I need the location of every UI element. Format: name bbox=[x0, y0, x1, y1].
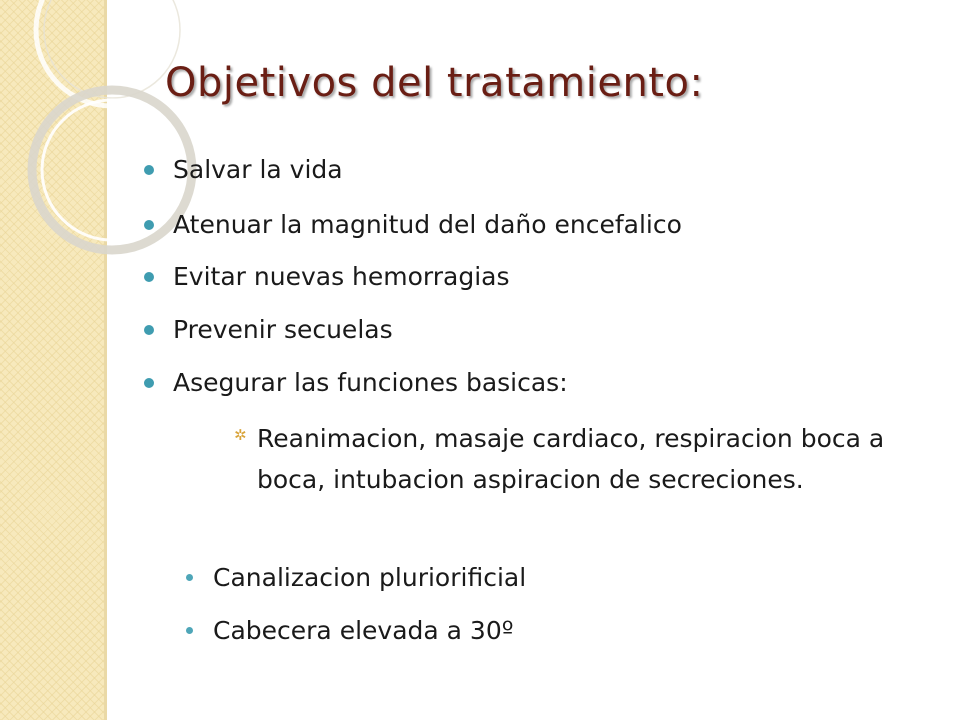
bullet-item: Cabecera elevada a 30º bbox=[213, 616, 514, 645]
bullet-item: Asegurar las funciones basicas: bbox=[173, 368, 568, 397]
bullet-item: Evitar nuevas hemorragias bbox=[173, 262, 510, 291]
bullet-marker-icon bbox=[144, 325, 154, 335]
star-burst-icon: ✲ bbox=[234, 426, 247, 444]
bullet-item: Canalizacion pluriorificial bbox=[213, 563, 527, 592]
slide-title: Objetivos del tratamiento: bbox=[165, 60, 704, 106]
bullet-item: Atenuar la magnitud del daño encefalico bbox=[173, 210, 682, 239]
bullet-marker-icon bbox=[186, 627, 193, 634]
bullet-marker-icon bbox=[144, 220, 154, 230]
bullet-marker-icon bbox=[144, 272, 154, 282]
bullet-marker-icon bbox=[144, 165, 154, 175]
bullet-marker-icon bbox=[186, 574, 193, 581]
bullet-item: Prevenir secuelas bbox=[173, 315, 393, 344]
bullet-item: Salvar la vida bbox=[173, 155, 343, 184]
sub-bullet-item: Reanimacion, masaje cardiaco, respiracion boca a boca, intubacion aspiracion de secreciones. bbox=[257, 424, 885, 494]
bullet-marker-icon bbox=[144, 378, 154, 388]
